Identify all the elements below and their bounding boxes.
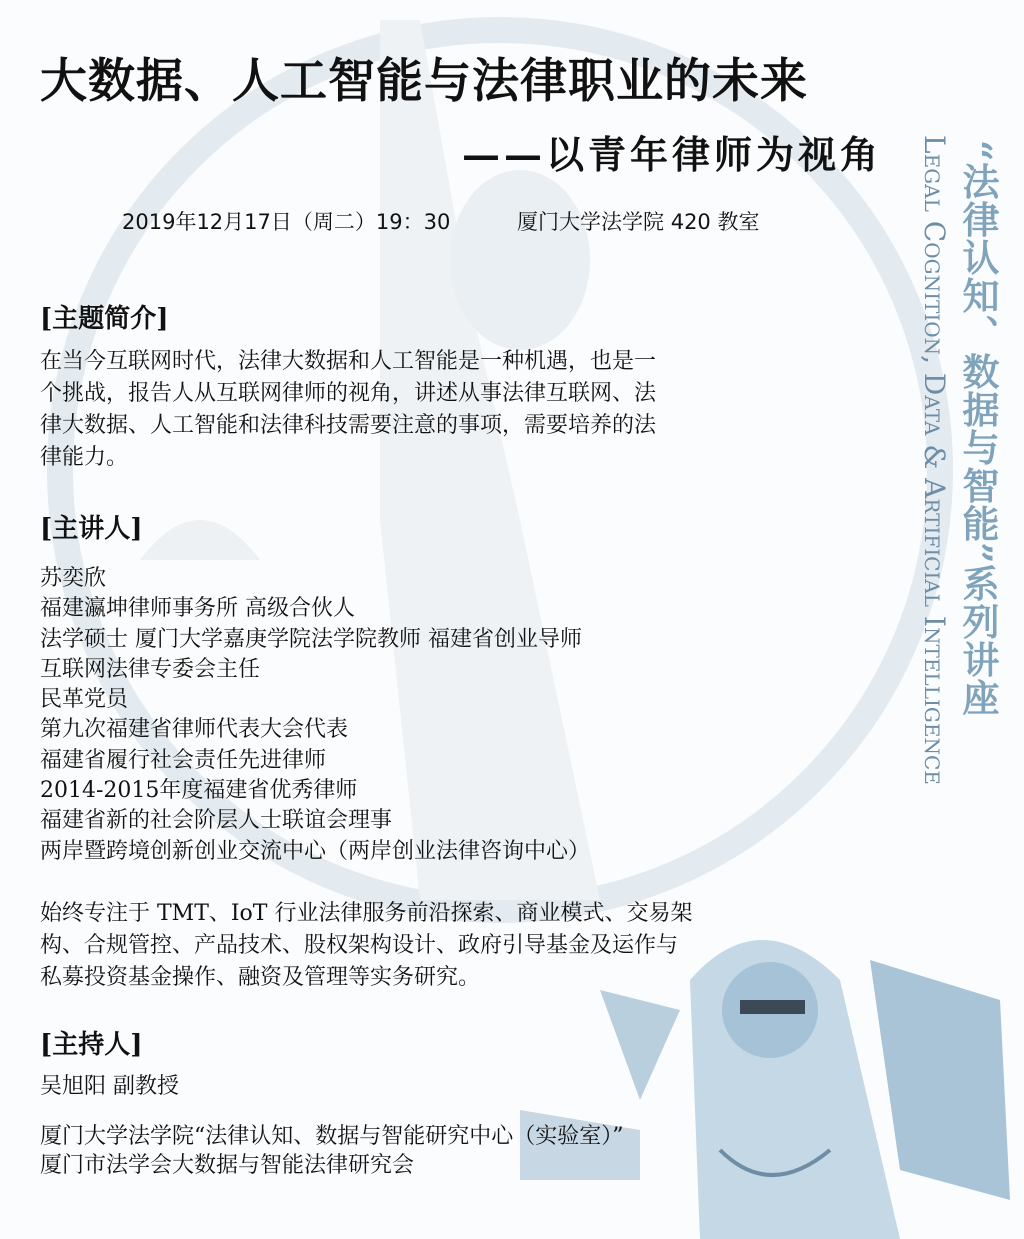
intro-line: 个挑战，报告人从互联网律师的视角，讲述从事法律互联网、法 [40, 381, 657, 406]
host-org: 厦门市法学会大数据与智能法律研究会 [40, 1153, 415, 1178]
host-orgs [40, 1122, 624, 1180]
speaker-heading: [主讲人] [40, 514, 143, 544]
focus-line: 私募投资基金操作、融资及管理等实务研究。 [40, 965, 481, 990]
host-org: 厦门大学法学院“法律认知、数据与智能研究中心（实验室）” [40, 1124, 624, 1149]
intro-line: 律大数据、人工智能和法律科技需要注意的事项，需要培养的法 [40, 413, 657, 438]
speaker-bio-line: 两岸暨跨境创新创业交流中心（两岸创业法律咨询中心） [40, 838, 591, 864]
event-location: 厦门大学法学院 420 教室 [517, 210, 760, 234]
speaker-bio-line: 法学硕士 厦门大学嘉庚学院法学院教师 福建省创业导师 [40, 626, 582, 652]
speaker-bio-line: 互联网法律专委会主任 [40, 656, 261, 682]
speaker-bio-line: 2014-2015年度福建省优秀律师 [40, 778, 358, 804]
focus-line: 构、合规管控、产品技术、股权架构设计、政府引导基金及运作与 [40, 933, 679, 958]
speaker-name: 苏奕欣 [40, 566, 107, 591]
event-info [122, 206, 819, 236]
focus-line: 始终专注于 TMT、IoT 行业法律服务前沿探索、商业模式、交易架 [40, 901, 693, 926]
host-name: 吴旭阳 副教授 [40, 1074, 179, 1099]
series-title-english: Legal Cognition, Data & Artificial Intelligence [918, 135, 951, 785]
page-title: 大数据、人工智能与法律职业的未来 [40, 54, 808, 109]
intro-line: 在当今互联网时代，法律大数据和人工智能是一种机遇，也是一 [40, 349, 657, 374]
intro-text [40, 346, 656, 474]
speaker-bio-line: 福建省履行社会责任先进律师 [40, 747, 327, 773]
speaker-bio [40, 564, 590, 867]
host-heading: [主持人] [40, 1030, 143, 1060]
speaker-bio-line: 民革党员 [40, 687, 129, 713]
intro-heading: [主题简介] [40, 304, 169, 334]
speaker-bio-line: 第九次福建省律师代表大会代表 [40, 717, 349, 743]
page-subtitle: ——以青年律师为视角 [461, 132, 882, 177]
intro-line: 律能力。 [40, 445, 129, 470]
speaker-focus [40, 898, 692, 994]
event-datetime: 2019年12月17日（周二）19：30 [122, 210, 451, 234]
speaker-bio-line: 福建省新的社会阶层人士联谊会理事 [40, 808, 393, 834]
speaker-bio-line: 福建瀛坤律师事务所 高级合伙人 [40, 596, 355, 622]
series-title-chinese: “法律认知、数据与智能”系列讲座 [956, 140, 1000, 717]
